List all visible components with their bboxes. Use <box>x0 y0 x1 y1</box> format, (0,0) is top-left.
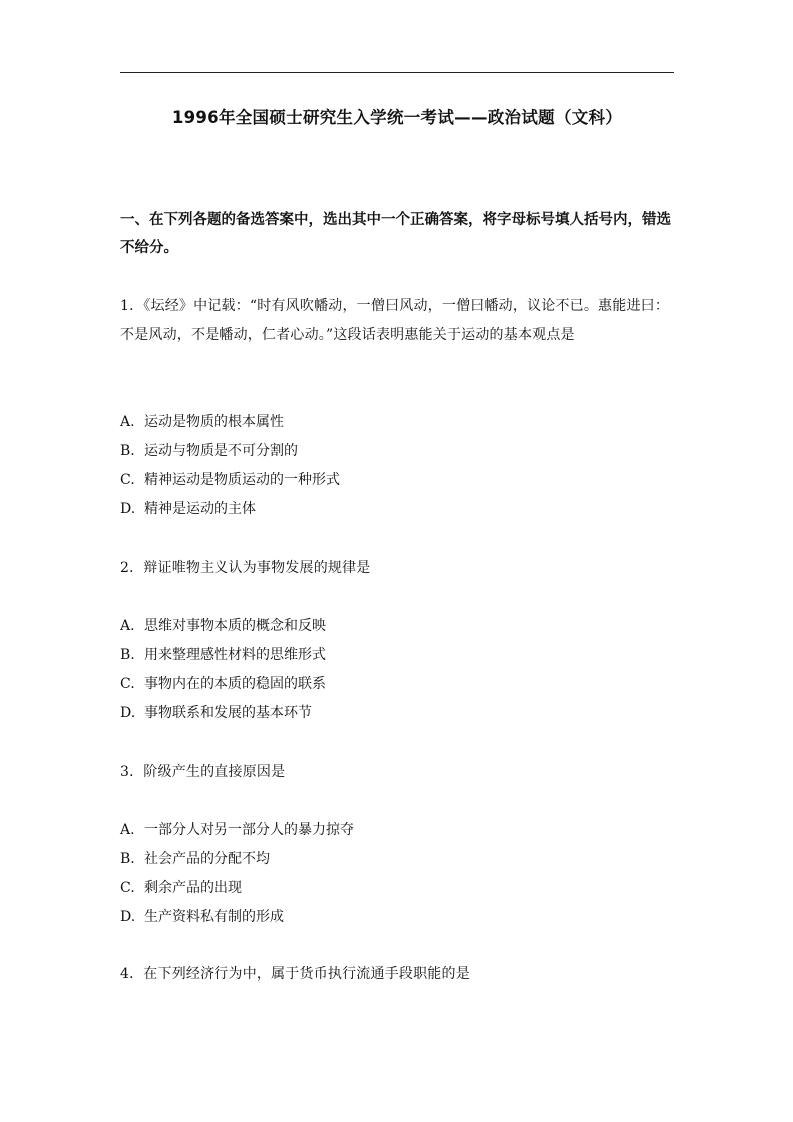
header-rule <box>120 72 674 73</box>
question-1-options <box>120 408 676 524</box>
question-2-option-a <box>120 612 676 641</box>
option-text: 一部分人对另一部分人的暴力掠夺 <box>144 822 354 838</box>
option-text: 社会产品的分配不均 <box>144 851 270 867</box>
question-4-stem: 4．在下列经济行为中，属于货币执行流通手段职能的是 <box>120 966 470 982</box>
option-letter: A. <box>120 414 135 430</box>
question-2-option-c <box>120 670 676 699</box>
option-letter: C. <box>120 880 135 896</box>
option-text: 运动与物质是不可分割的 <box>144 443 298 459</box>
page-title: 1996年全国硕士研究生入学统一考试——政治试题（文科） <box>171 108 623 127</box>
option-text: 思维对事物本质的概念和反映 <box>144 618 326 634</box>
option-letter: C. <box>120 472 135 488</box>
option-letter: A. <box>120 822 135 838</box>
option-text: 用来整理感性材料的思维形式 <box>144 647 326 663</box>
option-letter: B. <box>120 443 135 459</box>
section-instruction: 一、在下列各题的备选答案中，选出其中一个正确答案，将字母标号填人括号内，错选不给分。 <box>120 212 671 256</box>
question-3-option-c <box>120 874 676 903</box>
question-1-option-a <box>120 408 676 437</box>
question-2-options <box>120 612 676 728</box>
option-letter: B. <box>120 851 135 867</box>
question-3-option-b <box>120 845 676 874</box>
question-3-option-a <box>120 816 676 845</box>
option-text: 精神是运动的主体 <box>144 501 256 517</box>
option-letter: A. <box>120 618 135 634</box>
question-1-option-d <box>120 495 676 524</box>
question-1-option-c <box>120 466 676 495</box>
question-3-options <box>120 816 676 932</box>
option-text: 运动是物质的根本属性 <box>144 414 284 430</box>
question-1-stem: 1．《坛经》中记载：“时有风吹幡动，一僧曰风动，一僧曰幡动，议论不已。惠能进曰：不是风动，不是幡动，仁者心动。”这段话表明惠能关于运动的基本观点是 <box>120 298 670 343</box>
question-3-stem: 3．阶级产生的直接原因是 <box>120 764 286 780</box>
option-letter: D. <box>120 705 136 721</box>
option-letter: C. <box>120 676 135 692</box>
option-text: 精神运动是物质运动的一种形式 <box>144 472 340 488</box>
question-1-option-b <box>120 437 676 466</box>
option-text: 生产资料私有制的形成 <box>144 909 284 925</box>
question-3-option-d <box>120 903 676 932</box>
question-2-stem: 2．辩证唯物主义认为事物发展的规律是 <box>120 560 371 576</box>
option-text: 剩余产品的出现 <box>144 880 242 896</box>
option-text: 事物内在的本质的稳固的联系 <box>144 676 326 692</box>
question-2-option-d <box>120 699 676 728</box>
question-2-option-b <box>120 641 676 670</box>
option-text: 事物联系和发展的基本环节 <box>144 705 312 721</box>
option-letter: B. <box>120 647 135 663</box>
option-letter: D. <box>120 501 136 517</box>
option-letter: D. <box>120 909 136 925</box>
